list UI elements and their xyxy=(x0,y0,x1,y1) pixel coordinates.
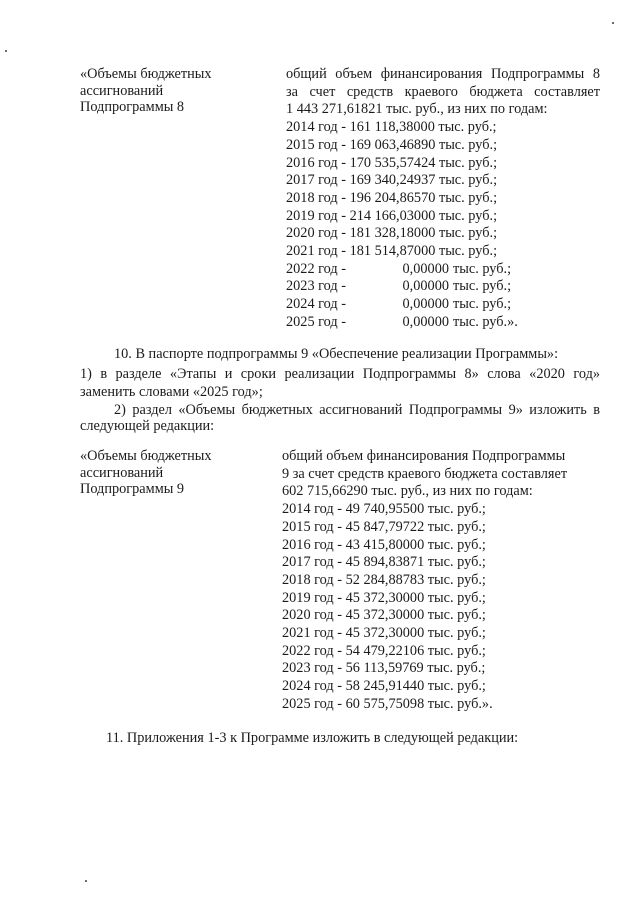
year-line: 2015 год - 45 847,79722 тыс. руб.; xyxy=(282,518,486,535)
item-10-heading: 10. В паспорте подпрограммы 9 «Обеспечение реализации Программы»: xyxy=(114,346,559,362)
financing-details xyxy=(286,66,600,332)
intro-line: 1 443 271,61821 тыс. руб., из них по годам: xyxy=(286,101,548,118)
year-line: 2021 год - 45 372,30000 тыс. руб.; xyxy=(282,625,486,642)
year-label: 2022 год - xyxy=(286,260,347,277)
year-line-aligned xyxy=(286,296,600,314)
year-line: 2020 год - 181 328,18000 тыс. руб.; xyxy=(286,225,498,242)
financing-details xyxy=(282,448,594,714)
year-line: 2018 год - 52 284,88783 тыс. руб.; xyxy=(282,571,486,588)
year-line: 2024 год - 58 245,91440 тыс. руб.; xyxy=(282,678,486,695)
intro-line: за счет средств краевого бюджета составляет xyxy=(286,83,600,100)
item-10-sub1-line2: заменить словами «2025 год»; xyxy=(80,384,263,400)
year-value: 0,00000 xyxy=(402,260,449,277)
year-value: 0,00000 xyxy=(402,296,449,313)
year-label: 2025 год - xyxy=(286,313,347,330)
label-line: ассигнований xyxy=(80,82,164,99)
year-unit: тыс. руб.». xyxy=(453,313,518,330)
year-line-aligned xyxy=(286,261,600,279)
year-line-aligned xyxy=(286,278,600,296)
year-line: 2018 год - 196 204,86570 тыс. руб.; xyxy=(286,189,498,206)
year-line: 2022 год - 54 479,22106 тыс. руб.; xyxy=(282,642,486,659)
year-line-aligned xyxy=(286,314,600,332)
item-11-text: 11. Приложения 1-3 к Программе изложить в следующей редакции: xyxy=(106,730,519,746)
year-unit: тыс. руб.; xyxy=(453,296,512,313)
year-line: 2015 год - 169 063,46890 тыс. руб.; xyxy=(286,136,498,153)
label-line: ассигнований xyxy=(80,464,164,481)
year-line: 2016 год - 170 535,57424 тыс. руб.; xyxy=(286,154,498,171)
year-line: 2020 год - 45 372,30000 тыс. руб.; xyxy=(282,607,486,624)
scan-speck xyxy=(5,50,7,52)
intro-line: 602 715,66290 тыс. руб., из них по годам: xyxy=(282,483,533,500)
label-line: «Объемы бюджетных xyxy=(80,66,212,82)
year-label: 2024 год - xyxy=(286,296,347,313)
intro-line: общий объем финансирования Подпрограммы 8 xyxy=(286,66,600,82)
year-line: 2023 год - 56 113,59769 тыс. руб.; xyxy=(282,660,486,677)
year-line: 2017 год - 169 340,24937 тыс. руб.; xyxy=(286,172,498,189)
year-line: 2021 год - 181 514,87000 тыс. руб.; xyxy=(286,243,498,260)
scan-speck xyxy=(85,880,87,882)
label-line: Подпрограммы 8 xyxy=(80,99,185,115)
year-value: 0,00000 xyxy=(402,313,449,330)
item-10-sub2-line1: 2) раздел «Объемы бюджетных ассигнований Подпрограммы 9» изложить в xyxy=(114,402,600,418)
intro-line: 9 за счет средств краевого бюджета составляет xyxy=(282,465,568,482)
year-line: 2016 год - 43 415,80000 тыс. руб.; xyxy=(282,536,486,553)
intro-line: общий объем финансирования Подпрограммы xyxy=(282,448,566,464)
year-unit: тыс. руб.; xyxy=(453,260,512,277)
label-line: Подпрограммы 9 xyxy=(80,481,185,497)
year-line: 2017 год - 45 894,83871 тыс. руб.; xyxy=(282,554,486,571)
year-line: 2019 год - 45 372,30000 тыс. руб.; xyxy=(282,589,486,606)
year-line: 2014 год - 49 740,95500 тыс. руб.; xyxy=(282,501,486,518)
year-line: 2025 год - 60 575,75098 тыс. руб.». xyxy=(282,695,493,712)
year-value: 0,00000 xyxy=(402,278,449,295)
year-line: 2019 год - 214 166,03000 тыс. руб.; xyxy=(286,207,498,224)
year-line: 2014 год - 161 118,38000 тыс. руб.; xyxy=(286,119,497,136)
item-10-sub2-line2: следующей редакции: xyxy=(80,418,215,434)
year-label: 2023 год - xyxy=(286,278,347,295)
year-unit: тыс. руб.; xyxy=(453,278,512,295)
scan-speck xyxy=(612,22,614,24)
block-label xyxy=(80,448,212,498)
block-label xyxy=(80,66,212,116)
label-line: «Объемы бюджетных xyxy=(80,448,212,464)
item-10-sub1-line1: 1) в разделе «Этапы и сроки реализации Подпрограммы 8» слова «2020 год» xyxy=(80,366,600,382)
